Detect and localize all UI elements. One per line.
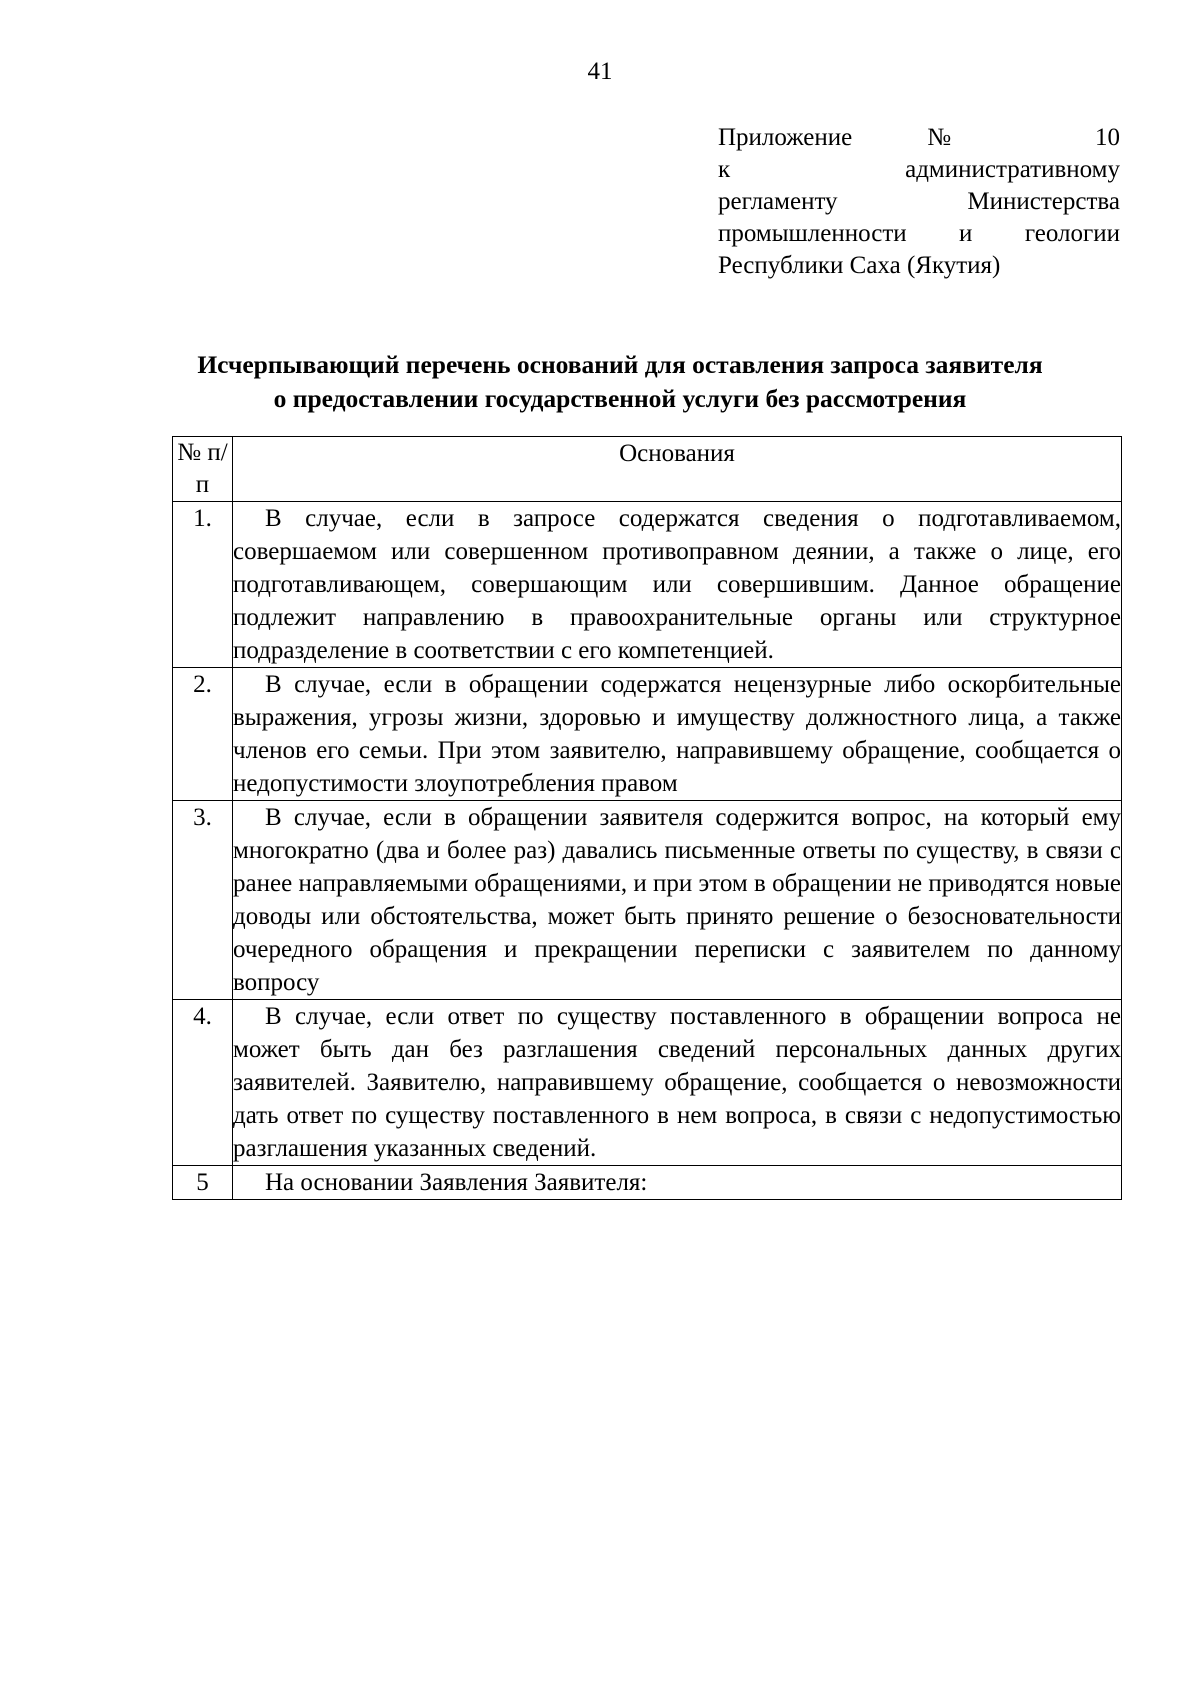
appendix-line: Республики Саха (Якутия) bbox=[718, 252, 1001, 279]
document-title-line-2: о предоставлении государственной услуги без рассмотрения bbox=[273, 384, 967, 413]
row-text bbox=[233, 1000, 1122, 1166]
table-row bbox=[173, 502, 1122, 668]
appendix-line: промышленности и геологии bbox=[718, 220, 1120, 247]
row-text bbox=[233, 801, 1122, 1000]
page-number: 41 bbox=[587, 58, 613, 85]
document-title bbox=[130, 348, 1110, 416]
appendix-line: регламенту Министерства bbox=[718, 188, 1120, 215]
row-number: 2. bbox=[173, 668, 233, 801]
table-row bbox=[173, 1000, 1122, 1166]
document-title-line-1: Исчерпывающий перечень оснований для оставления запроса заявителя bbox=[197, 350, 1043, 379]
table-header-row bbox=[173, 437, 1122, 502]
row-text-content: На основании Заявления Заявителя: bbox=[265, 1169, 648, 1196]
row-number: 5 bbox=[173, 1166, 233, 1200]
row-text-content: В случае, если в запросе содержатся сведения о подготавливаемом, совершаемом или совершенном противоправном деянии, а также о лице, его подготавливающем, совершающим или совершившим. Данное обращение подлежит направлению в правоохранительные органы или структурное подразделение в соответствии с его компетенцией. bbox=[233, 505, 1121, 664]
row-text bbox=[233, 668, 1122, 801]
row-number: 4. bbox=[173, 1000, 233, 1166]
header-number: № п/п bbox=[173, 437, 233, 502]
table-row bbox=[173, 668, 1122, 801]
table-row bbox=[173, 801, 1122, 1000]
appendix-line: к административному bbox=[718, 156, 1120, 183]
row-number: 3. bbox=[173, 801, 233, 1000]
row-text-content: В случае, если в обращении содержатся нецензурные либо оскорбительные выражения, угрозы жизни, здоровью и имуществу должностного лица, а также членов его семьи. При этом заявителю, направившему обращение, сообщается о недопустимости злоупотребления правом bbox=[233, 671, 1121, 797]
table-row bbox=[173, 1166, 1122, 1200]
row-text bbox=[233, 502, 1122, 668]
header-grounds: Основания bbox=[233, 437, 1122, 502]
row-text bbox=[233, 1166, 1122, 1200]
appendix-block bbox=[718, 122, 1120, 282]
row-text-content: В случае, если в обращении заявителя содержится вопрос, на который ему многократно (два и более раз) давались письменные ответы по существу, в связи с ранее направляемыми обращениями, и при этом в обращении не приводятся новые доводы или обстоятельства, может быть принято решение о безосновательности очередного обращения и прекращении переписки с заявителем по данному вопросу bbox=[233, 804, 1121, 996]
row-number: 1. bbox=[173, 502, 233, 668]
row-text-content: В случае, если ответ по существу поставленного в обращении вопроса не может быть дан без разглашения сведений персональных данных других заявителей. Заявителю, направившему обращение, сообщается о невозможности дать ответ по существу поставленного в нем вопроса, в связи с недопустимостью разглашения указанных сведений. bbox=[233, 1003, 1121, 1162]
appendix-line: Приложение № 10 bbox=[718, 124, 1120, 151]
grounds-table bbox=[172, 436, 1122, 1200]
